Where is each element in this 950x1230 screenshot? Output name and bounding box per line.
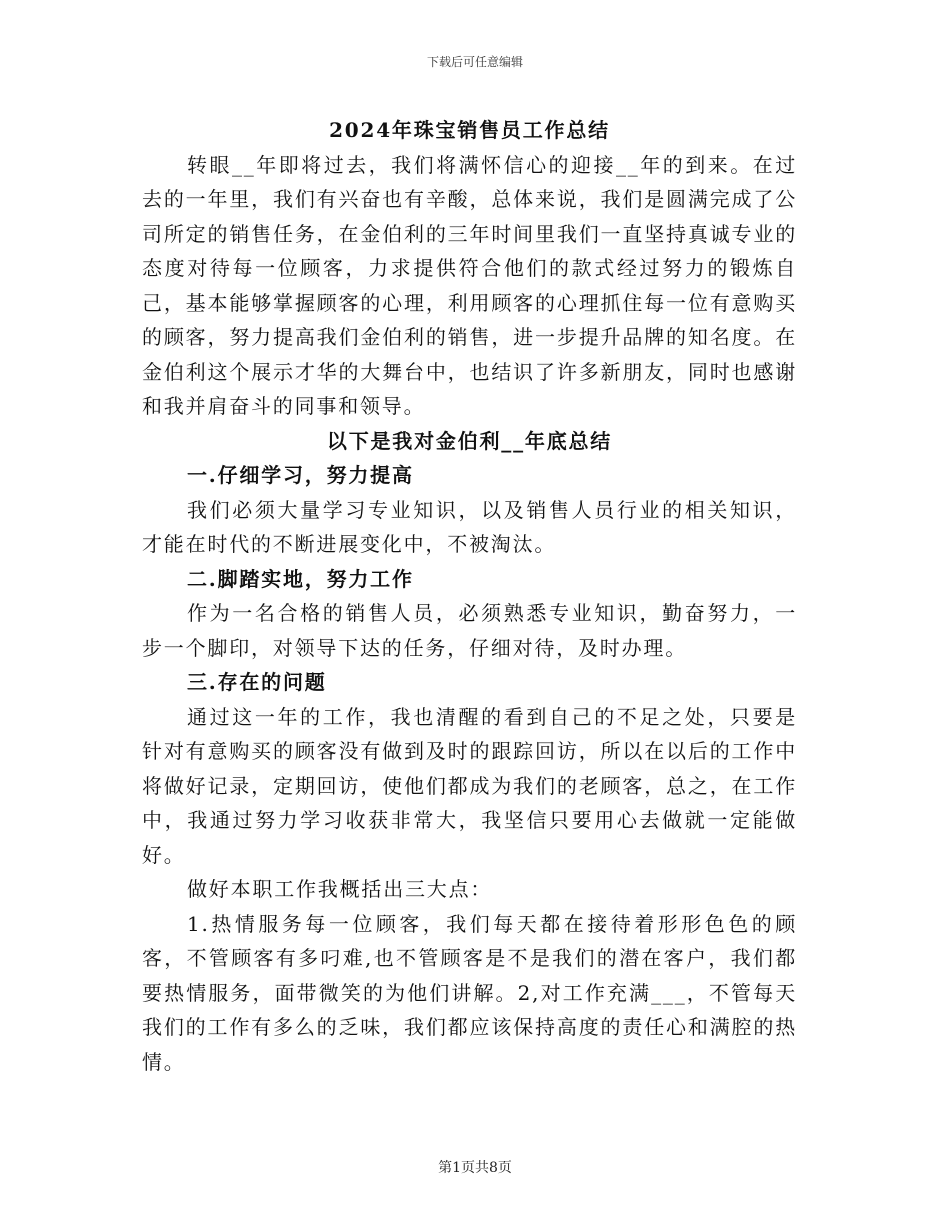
- section-1-heading: 一.仔细学习，努力提高: [187, 463, 414, 487]
- section-2-body: 作为一名合格的销售人员，必须熟悉专业知识，勤奋努力，一步一个脚印，对领导下达的任务，仔细对待，及时办理。: [142, 601, 797, 660]
- section-2-heading: 二.脚踏实地，努力工作: [187, 566, 414, 591]
- summary-paragraph: 做好本职工作我概括出三大点：: [187, 877, 493, 901]
- points-paragraph: 1.热情服务每一位顾客，我们每天都在接待着形形色色的顾客，不管顾客有多叼难,也不管顾客是不是我们的潜在客户，我们都要热情服务，面带微笑的为他们讲解。2,对工作充满___，不管每天我们的工作有多么的乏味，我们都应该保持高度的责任心和满腔的热情。: [142, 911, 797, 1074]
- section-subtitle: 以下是我对金伯利__年底总结: [326, 428, 613, 453]
- section-1-body: 我们必须大量学习专业知识，以及销售人员行业的相关知识，才能在时代的不断进展变化中，不被淘汰。: [142, 497, 797, 556]
- intro-paragraph: 转眼__年即将过去，我们将满怀信心的迎接__年的到来。在过去的一年里，我们有兴奋也有辛酸，总体来说，我们是圆满完成了公司所定的销售任务，在金伯利的三年时间里我们一直坚持真诚专业的态度对待每一位顾客，力求提供符合他们的款式经过努力的锻炼自己，基本能够掌握顾客的心理，利用顾客的心理抓住每一位有意购买的顾客，努力提高我们金伯利的销售，进一步提升品牌的知名度。在金伯利这个展示才华的大舞台中，也结识了许多新朋友，同时也感谢和我并肩奋斗的同事和领导。: [142, 152, 797, 418]
- section-3-body: 通过这一年的工作，我也清醒的看到自己的不足之处，只要是针对有意购买的顾客没有做到及时的跟踪回访，所以在以后的工作中将做好记录，定期回访，使他们都成为我们的老顾客，总之，在工作中，我通过努力学习收获非常大，我坚信只要用心去做就一定能做好。: [142, 704, 797, 867]
- page-number: 第1页共8页: [438, 1160, 512, 1176]
- page-header-note: 下载后可任意编辑: [426, 55, 523, 69]
- section-3-heading: 三.存在的问题: [187, 670, 327, 694]
- document-body: [142, 113, 797, 1079]
- document-title: 2024年珠宝销售员工作总结: [329, 118, 610, 142]
